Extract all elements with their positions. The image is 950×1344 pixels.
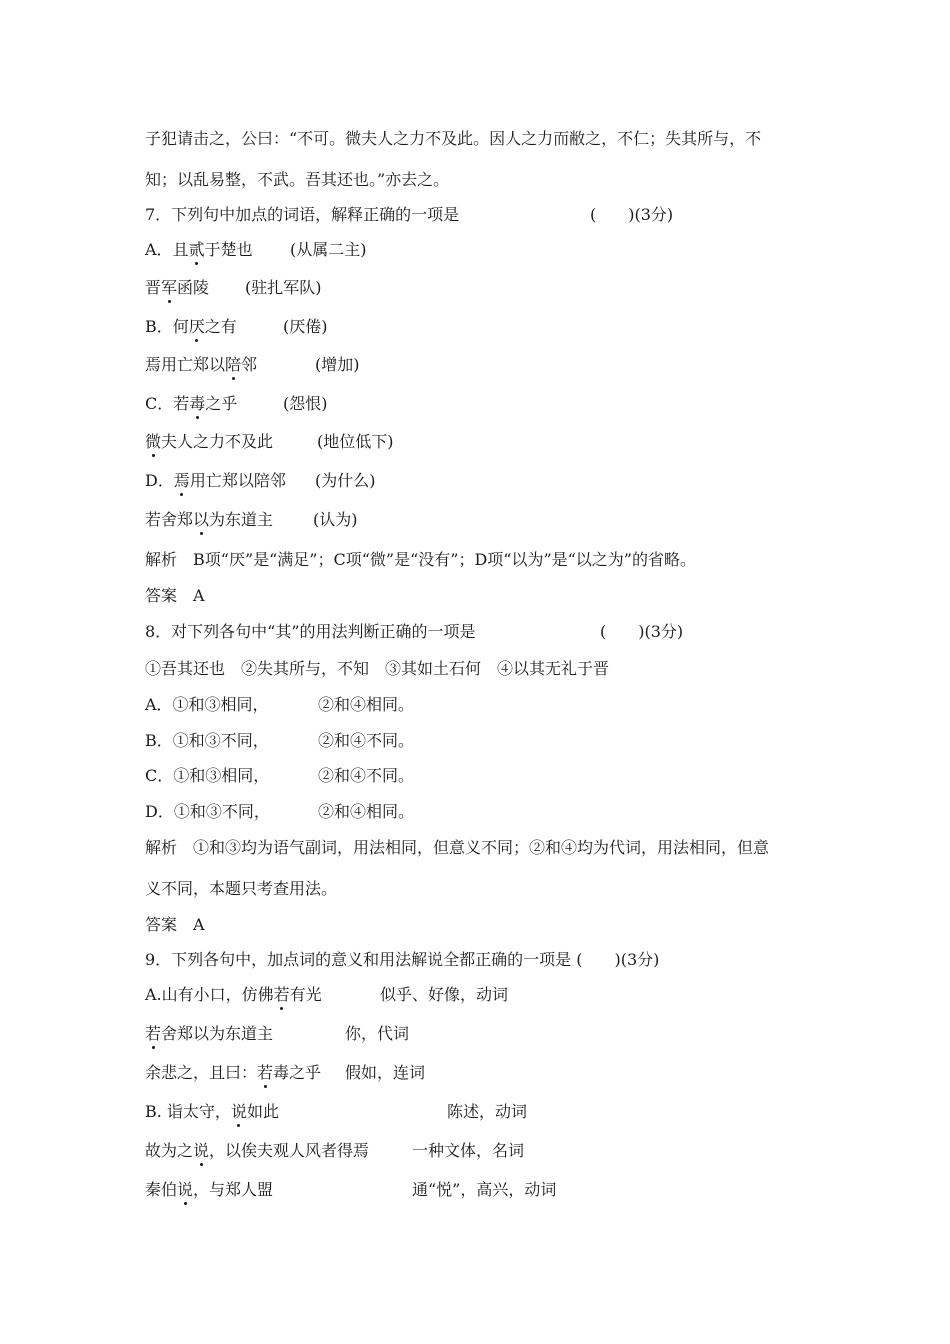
gloss: (增加) [315,355,360,374]
option-text: 如此 [246,1102,279,1121]
option-text: ，以俟夫观人风者得焉 [209,1141,370,1160]
gloss: (怨恨) [283,394,328,413]
option-text: 故为之 [145,1141,194,1160]
dotted-word: 贰 [188,240,205,259]
items-text: ①吾其还也 ②失其所与，不知 ③其如土石何 ④以其无礼于晋 [145,659,610,678]
option-text: 秦伯 [145,1180,178,1199]
option-text: ②和④相同。 [318,802,415,821]
option-line [145,1141,525,1161]
option-text: 之乎 [205,394,238,413]
passage-line [145,170,449,190]
dotted-word: 若 [145,1024,162,1043]
option-text: B．①和③不同， [145,731,269,750]
option-line [145,317,328,337]
option-text: A.山有小口，仿佛 [145,985,274,1004]
analysis-text: 解析 ①和③均为语气副词，用法相同，但意义不同；②和④均为代词，用法相同，但意 [145,838,770,857]
option-line [145,802,415,822]
dotted-word: 毒 [189,394,206,413]
dotted-word: 若 [273,985,290,1004]
analysis-line [145,838,769,858]
dotted-word: 陪 [225,355,242,374]
gloss: (地位低下) [317,432,394,451]
option-text: 若舍郑 [145,510,194,529]
answer-line [145,915,205,935]
option-line [145,355,360,375]
option-text: 有光 [289,985,322,1004]
option-line [145,394,328,414]
option-line [145,471,376,491]
option-text: 邻 [241,355,258,374]
option-text: 用亡郑以陪邻 [189,471,286,490]
gloss: (驻扎军队) [245,278,322,297]
answer-line [145,586,205,606]
gloss: 假如，连词 [345,1063,426,1082]
option-text: 之有 [204,317,237,336]
gloss: 似乎、好像，动词 [380,985,509,1004]
option-text: D．①和③不同， [145,802,270,821]
option-text: 焉用亡郑以 [145,355,226,374]
option-text: ，与郑人盟 [193,1180,274,1199]
option-line [145,1024,410,1044]
option-text: 舍郑以为东道主 [161,1024,274,1043]
option-text: 余悲之，且曰： [145,1063,258,1082]
dotted-word: 若 [257,1063,274,1082]
answer-paren: ( )(3分) [600,622,684,641]
passage-text: 知；以乱易整，不武。吾其还也。”亦去之。 [145,170,450,189]
option-text: B．何 [145,317,189,336]
option-text: ②和④相同。 [318,695,415,714]
dotted-word: 焉 [173,471,190,490]
analysis-text: 解析 B项“厌”是“满足”；C项“微”是“没有”；D项“以为”是“以之为”的省略。 [145,550,696,569]
option-line [145,1063,426,1083]
gloss: (厌倦) [283,317,328,336]
option-text: ②和④不同。 [318,766,415,785]
option-line [145,695,415,715]
option-line [145,985,509,1005]
analysis-text: 义不同，本题只考查用法。 [145,879,338,898]
dotted-word: 说 [230,1102,247,1121]
option-line [145,1102,528,1122]
passage-text: 子犯请击之，公曰：“不可。微夫人之力不及此。因人之力而敝之，不仁；失其所与，不 [145,129,762,148]
option-line [145,731,415,751]
question-7-stem [145,205,674,225]
option-text: 毒之乎 [273,1063,322,1082]
option-line [145,240,367,260]
option-text: 夫人之力不及此 [161,432,274,451]
option-text: A．且 [145,240,189,259]
items-line [145,659,609,679]
option-line [145,510,358,530]
analysis-line [145,550,696,570]
gloss: (认为) [313,510,358,529]
option-text: A．①和③相同， [145,695,269,714]
gloss: 一种文体，名词 [412,1141,525,1160]
answer-paren: ( )(3分) [590,205,674,224]
analysis-line [145,879,337,899]
question-text: 9．下列各句中，加点词的意义和用法解说全都正确的一项是 ( )(3分) [145,950,660,969]
dotted-word: 军 [161,278,178,297]
option-text: 于楚也 [204,240,253,259]
option-text: D． [145,471,174,490]
option-text: C．若 [145,394,190,413]
option-text: C．①和③相同， [145,766,270,785]
dotted-word: 以 [193,510,210,529]
dotted-word: 说 [177,1180,194,1199]
option-text: 晋 [145,278,162,297]
question-8-stem [145,622,684,642]
dotted-word: 说 [193,1141,210,1160]
question-text: 7．下列句中加点的词语，解释正确的一项是 [145,205,460,224]
passage-line [145,129,761,149]
question-text: 8．对下列各句中“其”的用法判断正确的一项是 [145,622,476,641]
gloss: (为什么) [315,471,376,490]
option-line [145,766,415,786]
option-text: 为东道主 [209,510,274,529]
answer-text: 答案 A [145,586,205,605]
option-text: 函陵 [177,278,210,297]
dotted-word: 厌 [188,317,205,336]
gloss: 通“悦”，高兴，动词 [412,1180,557,1199]
gloss: 陈述，动词 [447,1102,528,1121]
option-text: B. 诣太守， [145,1102,231,1121]
option-line [145,278,322,298]
gloss: (从属二主) [290,240,367,259]
dotted-word: 微 [145,432,162,451]
gloss: 你，代词 [345,1024,410,1043]
answer-text: 答案 A [145,915,205,934]
option-line [145,432,394,452]
question-9-stem [145,950,659,970]
option-line [145,1180,557,1200]
option-text: ②和④不同。 [318,731,415,750]
